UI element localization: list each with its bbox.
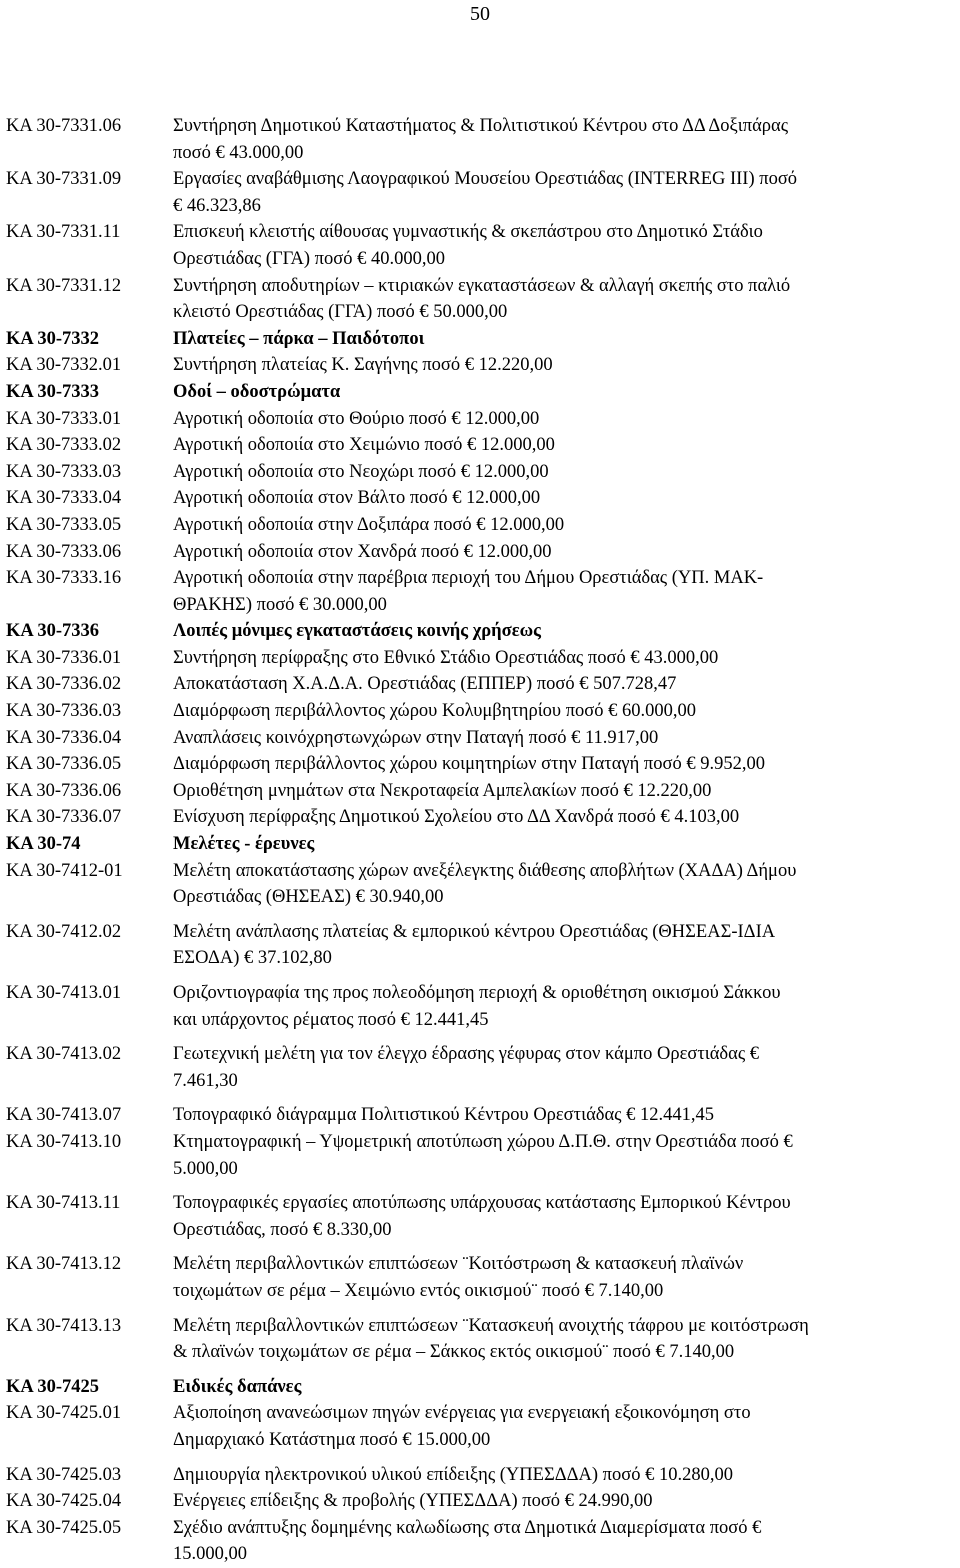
spacer	[6, 1305, 956, 1313]
spacer	[6, 972, 956, 980]
budget-code: ΚΑ 30-7336.02	[6, 674, 122, 695]
description-line: Αγροτική οδοποιία στο Θούριο ποσό € 12.000,00	[173, 408, 540, 429]
description-line: Αναπλάσεις κοινόχρηστωνχώρων στην Παταγή ποσό € 11.917,00	[173, 727, 659, 748]
budget-description	[173, 406, 956, 433]
budget-line-row	[6, 645, 956, 672]
description-line: Συντήρηση Δημοτικού Καταστήματος & Πολιτιστικού Κέντρου στο ΔΔ Δοξιπάρας	[173, 116, 789, 136]
section-heading-row	[6, 379, 956, 406]
budget-line-row	[6, 751, 956, 778]
description-line: τοιχωμάτων σε ρέμα – Χειμώνιο εντός οικισμού¨ ποσό € 7.140,00	[173, 1280, 664, 1301]
budget-code: ΚΑ 30-7336.07	[6, 807, 122, 828]
budget-description	[173, 778, 956, 805]
budget-line-row	[6, 512, 956, 539]
description-line: Ειδικές δαπάνες	[173, 1376, 302, 1397]
description-line: ποσό € 43.000,00	[173, 142, 304, 163]
budget-code: ΚΑ 30-7333	[6, 381, 100, 402]
description-line: Διαμόρφωση περιβάλλοντος χώρου κοιμητηρίων στην Παταγή ποσό € 9.952,00	[173, 754, 765, 775]
description-line: Κτηματογραφική – Υψομετρική αποτύπωση χώρου Δ.Π.Θ. στην Ορεστιάδα ποσό €	[173, 1131, 793, 1152]
description-line: 15.000,00	[173, 1544, 247, 1565]
description-line: ΘΡΑΚΗΣ) ποσό € 30.000,00	[173, 594, 387, 615]
budget-code: ΚΑ 30-7332	[6, 328, 100, 349]
description-line: Αγροτική οδοποιία στον Βάλτο ποσό € 12.000,00	[173, 488, 541, 509]
description-line: Συντήρηση αποδυτηρίων – κτιριακών εγκαταστάσεων & αλλαγή σκεπής στο παλιό	[173, 275, 791, 296]
description-line: Αγροτική οδοποιία στον Χανδρά ποσό € 12.000,00	[173, 541, 552, 562]
description-line: Ορεστιάδας (ΓΓΑ) ποσό € 40.000,00	[173, 248, 445, 269]
budget-code: ΚΑ 30-7333.03	[6, 461, 122, 482]
budget-code: ΚΑ 30-7332.01	[6, 355, 122, 376]
budget-code: ΚΑ 30-7333.01	[6, 408, 122, 429]
description-line: Ορεστιάδας, ποσό € 8.330,00	[173, 1219, 392, 1240]
budget-description	[173, 831, 956, 858]
budget-line-row	[6, 1488, 956, 1515]
budget-code: ΚΑ 30-7331.06	[6, 116, 122, 136]
description-line: Συντήρηση περίφραξης στο Εθνικό Στάδιο Ορεστιάδας ποσό € 43.000,00	[173, 647, 719, 668]
budget-line-row	[6, 1313, 956, 1366]
budget-code: ΚΑ 30-7425.03	[6, 1464, 122, 1485]
description-line: Τοπογραφικό διάγραμμα Πολιτιστικού Κέντρου Ορεστιάδας € 12.441,45	[173, 1105, 714, 1126]
budget-line-row	[6, 1515, 956, 1568]
budget-code: ΚΑ 30-7425.01	[6, 1403, 122, 1424]
budget-description	[173, 539, 956, 566]
page-number: 50	[470, 3, 490, 25]
budget-description	[173, 858, 956, 911]
section-heading-row	[6, 1374, 956, 1401]
budget-line-row	[6, 166, 956, 219]
description-line: Αγροτική οδοποιία στην Δοξιπάρα ποσό € 12.000,00	[173, 514, 565, 535]
description-line: Πλατείες – πάρκα – Παιδότοποι	[173, 328, 425, 349]
budget-line-row	[6, 485, 956, 512]
budget-code: ΚΑ 30-7333.05	[6, 514, 122, 535]
budget-code: ΚΑ 30-7413.01	[6, 983, 122, 1003]
budget-description	[173, 980, 956, 1033]
budget-description	[173, 1488, 956, 1515]
budget-code: ΚΑ 30-7336.06	[6, 780, 122, 801]
budget-line-row	[6, 219, 956, 272]
budget-code: ΚΑ 30-7336	[6, 621, 100, 642]
description-line: 7.461,30	[173, 1070, 238, 1091]
budget-line-row	[6, 671, 956, 698]
budget-code: ΚΑ 30-7413.13	[6, 1315, 122, 1336]
budget-code: ΚΑ 30-7425.05	[6, 1517, 122, 1538]
budget-code: ΚΑ 30-7425.04	[6, 1491, 122, 1512]
budget-code: ΚΑ 30-7333.04	[6, 488, 122, 509]
description-line: Λοιπές μόνιμες εγκαταστάσεις κοινής χρήσεως	[173, 621, 541, 642]
budget-line-row	[6, 1041, 956, 1094]
budget-line-row	[6, 1400, 956, 1453]
budget-description	[173, 485, 956, 512]
budget-description	[173, 352, 956, 379]
description-line: Γεωτεχνική μελέτη για τον έλεγχο έδρασης γέφυρας στον κάμπο Ορεστιάδας €	[173, 1044, 760, 1065]
section-heading-row	[6, 831, 956, 858]
budget-entries-list	[6, 113, 956, 1568]
budget-code: ΚΑ 30-7331.12	[6, 275, 122, 296]
budget-description	[173, 645, 956, 672]
budget-description	[173, 273, 956, 326]
budget-code: ΚΑ 30-7336.05	[6, 754, 122, 775]
spacer	[6, 1366, 956, 1374]
budget-description	[173, 166, 956, 219]
budget-description	[173, 379, 956, 406]
budget-line-row	[6, 539, 956, 566]
spacer	[6, 1033, 956, 1041]
budget-code: ΚΑ 30-7425	[6, 1376, 100, 1397]
budget-description	[173, 1515, 956, 1568]
budget-line-row	[6, 113, 956, 166]
budget-description	[173, 725, 956, 752]
budget-code: ΚΑ 30-7336.04	[6, 727, 122, 748]
description-line: & πλαϊνών τοιχωμάτων σε ρέμα – Σάκκος εκτός οικισμού¨ ποσό € 7.140,00	[173, 1342, 735, 1363]
budget-line-row	[6, 919, 956, 972]
budget-description	[173, 1102, 956, 1129]
budget-description	[173, 919, 956, 972]
budget-line-row	[6, 1102, 956, 1129]
budget-code: ΚΑ 30-7331.09	[6, 169, 122, 190]
description-line: Σχέδιο ανάπτυξης δομημένης καλωδίωσης στα Δημοτικά Διαμερίσματα ποσό €	[173, 1517, 762, 1538]
budget-description	[173, 1190, 956, 1243]
spacer	[6, 1243, 956, 1251]
description-line: Αγροτική οδοποιία στο Νεοχώρι ποσό € 12.000,00	[173, 461, 549, 482]
budget-code: ΚΑ 30-7413.10	[6, 1131, 122, 1152]
budget-description	[173, 1313, 956, 1366]
budget-description	[173, 804, 956, 831]
description-line: Επισκευή κλειστής αίθουσας γυμναστικής & σκεπάστρου στο Δημοτικό Στάδιο	[173, 222, 763, 243]
spacer	[6, 1454, 956, 1462]
description-line: Ορεστιάδας (ΘΗΣΕΑΣ) € 30.940,00	[173, 887, 444, 908]
budget-line-row	[6, 565, 956, 618]
description-line: και υπάρχοντος ρέματος ποσό € 12.441,45	[173, 1009, 489, 1030]
description-line: Τοπογραφικές εργασίες αποτύπωσης υπάρχουσας κατάστασης Εμπορικού Κέντρου	[173, 1193, 791, 1214]
budget-line-row	[6, 432, 956, 459]
description-line: Συντήρηση πλατείας Κ. Σαγήνης ποσό € 12.220,00	[173, 355, 553, 376]
description-line: Εργασίες αναβάθμισης Λαογραφικού Μουσείου Ορεστιάδας (INTERREG III) ποσό	[173, 169, 798, 190]
budget-description	[173, 1400, 956, 1453]
budget-code: ΚΑ 30-7331.11	[6, 222, 121, 243]
budget-line-row	[6, 980, 956, 1033]
budget-code: ΚΑ 30-7412.02	[6, 921, 122, 942]
spacer	[6, 1182, 956, 1190]
budget-line-row	[6, 725, 956, 752]
description-line: Μελέτη ανάπλασης πλατείας & εμπορικού κέντρου Ορεστιάδας (ΘΗΣΕΑΣ-ΙΔΙΑ	[173, 921, 776, 942]
budget-line-row	[6, 406, 956, 433]
budget-code: ΚΑ 30-7412-01	[6, 860, 123, 881]
budget-description	[173, 1251, 956, 1304]
budget-description	[173, 512, 956, 539]
description-line: € 46.323,86	[173, 195, 261, 216]
budget-code: ΚΑ 30-7413.07	[6, 1105, 122, 1126]
section-heading-row	[6, 618, 956, 645]
budget-line-row	[6, 1129, 956, 1182]
budget-description	[173, 618, 956, 645]
budget-line-row	[6, 858, 956, 911]
budget-description	[173, 1129, 956, 1182]
description-line: Αγροτική οδοποιία στην παρέβρια περιοχή του Δήμου Ορεστιάδας (ΥΠ. ΜΑΚ-	[173, 568, 764, 589]
budget-code: ΚΑ 30-7333.06	[6, 541, 122, 562]
budget-description	[173, 326, 956, 353]
description-line: Μελέτη αποκατάστασης χώρων ανεξέλεγκτης διάθεσης αποβλήτων (ΧΑΔΑ) Δήμου	[173, 860, 797, 881]
budget-description	[173, 459, 956, 486]
budget-code: ΚΑ 30-74	[6, 834, 81, 855]
budget-line-row	[6, 804, 956, 831]
budget-description	[173, 432, 956, 459]
budget-line-row	[6, 698, 956, 725]
budget-code: ΚΑ 30-7336.03	[6, 701, 122, 722]
budget-description	[173, 1041, 956, 1094]
spacer	[6, 1094, 956, 1102]
description-line: Οδοί – οδοστρώματα	[173, 381, 341, 402]
description-line: Ενέργειες επίδειξης & προβολής (ΥΠΕΣΔΔΑ) ποσό € 24.990,00	[173, 1491, 653, 1512]
spacer	[6, 911, 956, 919]
description-line: Μελέτη περιβαλλοντικών επιπτώσεων ¨Κατασκευή ανοιχτής τάφρου με κοιτόστρωση	[173, 1315, 809, 1336]
description-line: Μελέτες - έρευνες	[173, 834, 315, 855]
description-line: ΕΣΟΔΑ) € 37.102,80	[173, 948, 332, 969]
budget-line-row	[6, 273, 956, 326]
budget-description	[173, 1374, 956, 1401]
budget-code: ΚΑ 30-7336.01	[6, 647, 122, 668]
budget-line-row	[6, 1251, 956, 1304]
description-line: Αποκατάσταση Χ.Α.Δ.Α. Ορεστιάδας (ΕΠΠΕΡ) ποσό € 507.728,47	[173, 674, 677, 695]
description-line: Δημαρχιακό Κατάστημα ποσό € 15.000,00	[173, 1429, 491, 1450]
budget-description	[173, 698, 956, 725]
budget-code: ΚΑ 30-7413.02	[6, 1044, 122, 1065]
description-line: Διαμόρφωση περιβάλλοντος χώρου Κολυμβητηρίου ποσό € 60.000,00	[173, 701, 697, 722]
budget-code: ΚΑ 30-7413.12	[6, 1254, 122, 1275]
budget-code: ΚΑ 30-7333.16	[6, 568, 122, 589]
budget-description	[173, 751, 956, 778]
budget-line-row	[6, 459, 956, 486]
description-line: Αγροτική οδοποιία στο Χειμώνιο ποσό € 12.000,00	[173, 435, 555, 456]
description-line: Οριζοντιογραφία της προς πολεοδόμηση περιοχή & οριοθέτηση οικισμού Σάκκου	[173, 983, 781, 1003]
budget-code: ΚΑ 30-7333.02	[6, 435, 122, 456]
description-line: Ενίσχυση περίφραξης Δημοτικού Σχολείου στο ΔΔ Χανδρά ποσό € 4.103,00	[173, 807, 740, 828]
budget-description	[173, 113, 956, 166]
budget-description	[173, 671, 956, 698]
budget-line-row	[6, 1190, 956, 1243]
description-line: Αξιοποίηση ανανεώσιμων πηγών ενέργειας για ενεργειακή εξοικονόμηση στο	[173, 1403, 751, 1424]
budget-line-row	[6, 352, 956, 379]
description-line: 5.000,00	[173, 1158, 238, 1179]
budget-description	[173, 219, 956, 272]
description-line: Δημιουργία ηλεκτρονικού υλικού επίδειξης (ΥΠΕΣΔΔΑ) ποσό € 10.280,00	[173, 1464, 733, 1485]
budget-description	[173, 565, 956, 618]
description-line: Μελέτη περιβαλλοντικών επιπτώσεων ¨Κοιτόστρωση & κατασκευή πλαϊνών	[173, 1254, 744, 1275]
description-line: Οριοθέτηση μνημάτων στα Νεκροταφεία Αμπελακίων ποσό € 12.220,00	[173, 780, 712, 801]
budget-line-row	[6, 778, 956, 805]
section-heading-row	[6, 326, 956, 353]
description-line: κλειστό Ορεστιάδας (ΓΓΑ) ποσό € 50.000,00	[173, 302, 508, 323]
budget-code: ΚΑ 30-7413.11	[6, 1193, 121, 1214]
